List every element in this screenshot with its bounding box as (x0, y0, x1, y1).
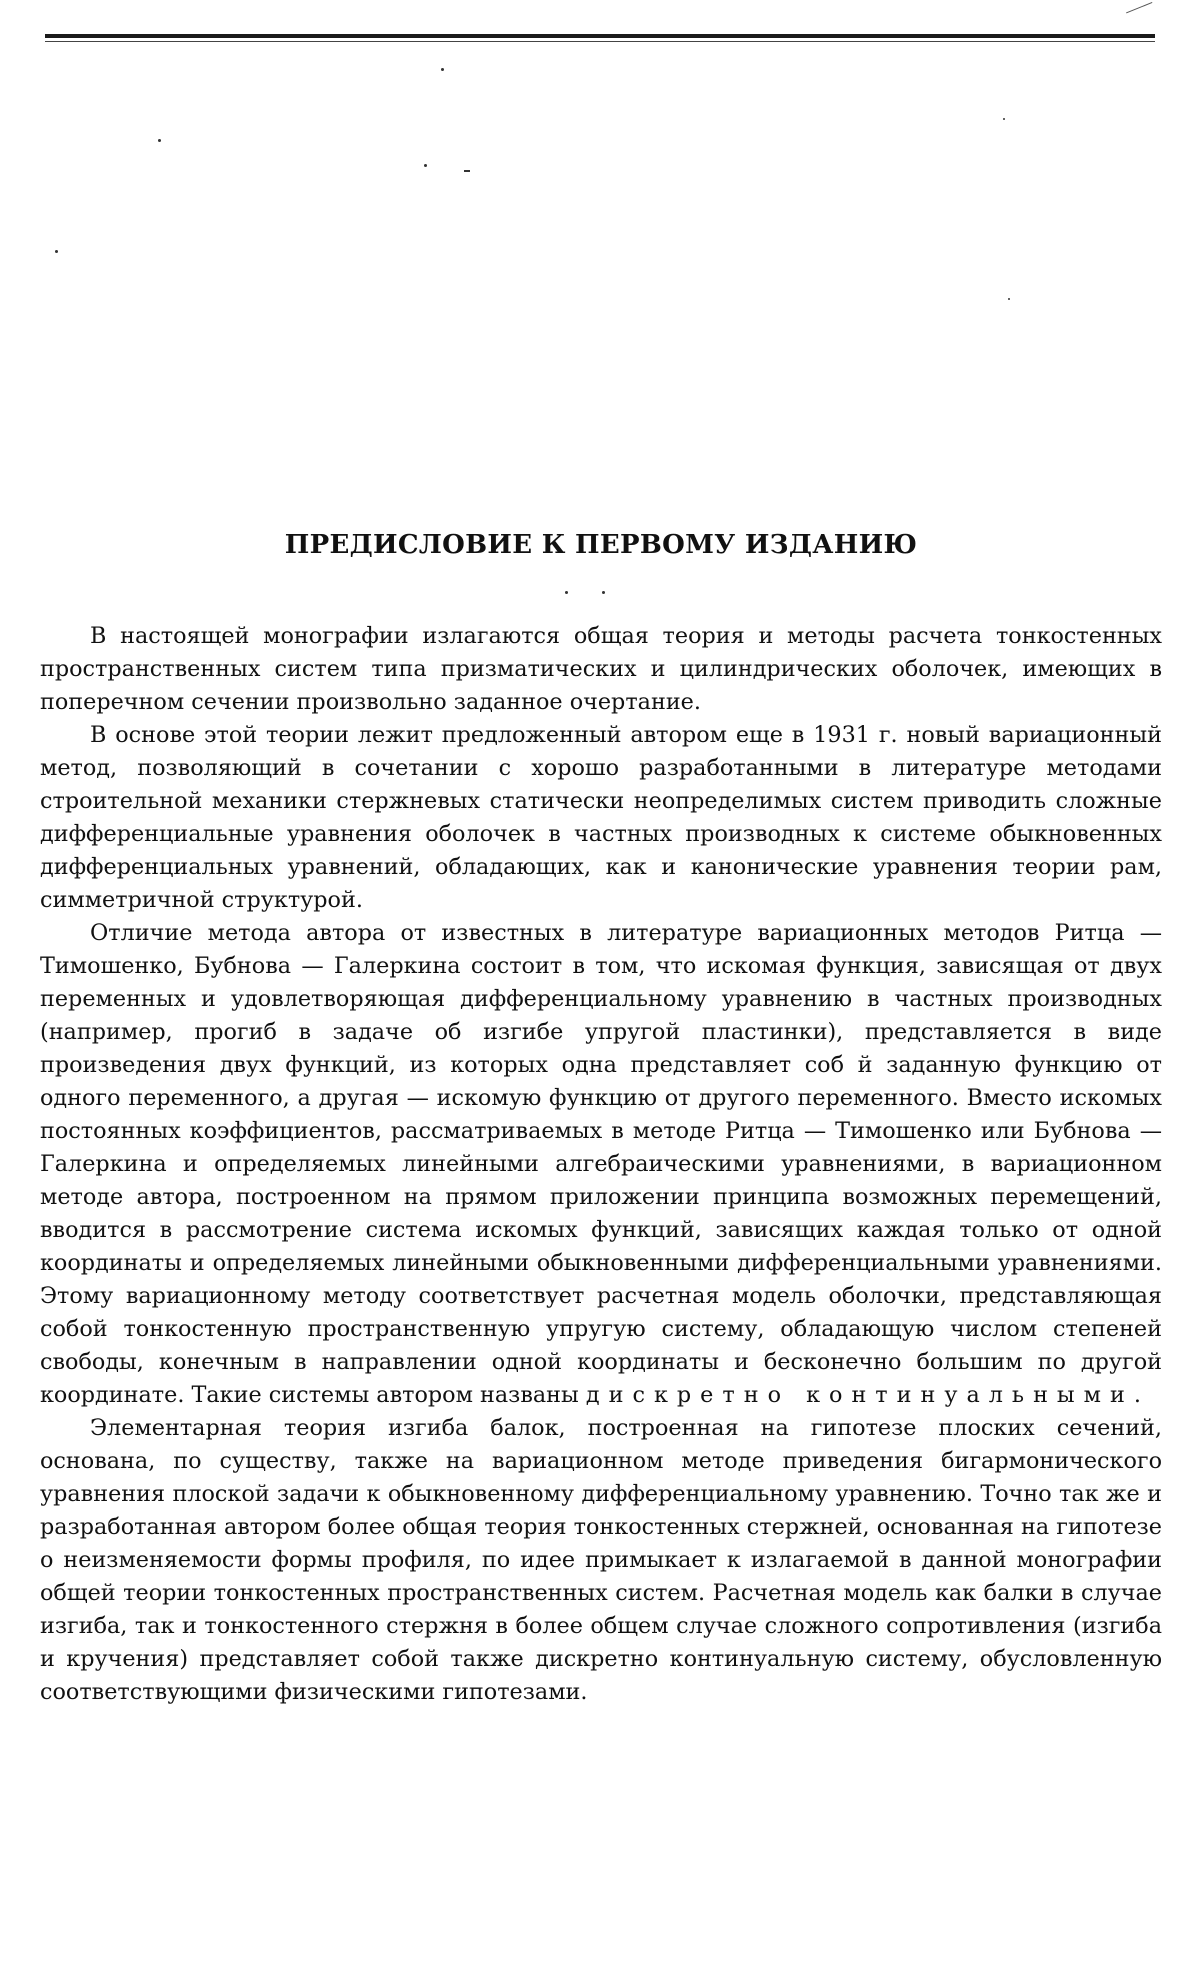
scan-speck (55, 250, 58, 253)
scan-speck (158, 139, 161, 142)
paragraph-1: В настоящей монографии излагаются общая теория и методы расчета тонкостенных пространственных систем типа призматических и цилиндрических оболочек, имеющих в поперечном сечении произвольно заданное очертание. (40, 623, 1162, 715)
paragraph-4: Элементарная теория изгиба балок, построенная на гипотезе плоских сечений, основана, по существу, также на вариационном методе приведения бигармонического уравнения плоской задачи к обыкновенному дифференциальному уравнению. Точно так же и разработанная автором более общая теория тонкостенных стержней, основанная на гипотезе о неизменяемости формы профиля, по идее примыкает к излагаемой в данной монографии общей теории тонкостенных пространственных систем. Расчетная модель как балки в случае изгиба, так и тонкостенного стержня в более общем случае сложного сопротивления (изгиба и кручения) представляет собой также дискретно континуальную систему, обусловленную соответствующими физическими гипотезами. (40, 1415, 1162, 1705)
header-rule-thin (45, 41, 1155, 42)
paragraph-3 (40, 917, 1162, 1412)
scan-speck (441, 68, 444, 71)
paragraph-3-text: Отличие метода автора от известных в литературе вариационных методов Ритца — Тимошенко, Бубнова — Галеркина состоит в том, что искомая функция, зависящая от двух переменных и удовлетворяющая дифференциальному уравнению в частных производных (например, прогиб в задаче об изгибе упругой пластинки), представляется в виде произведения двух функций, из которых одна представляет соб й заданную функцию от одного переменного, а другая — искомую функцию от другого переменного. Вместо искомых постоянных коэффициентов, рассматриваемых в методе Ритца — Тимошенко или Бубнова — Галеркина и определяемых линейными алгебраическими уравнениями, в вариационном методе автора, построенном на прямом приложении принципа возможных перемещений, вводится в рассмотрение система искомых функций, зависящих каждая только от одной координаты и определяемых линейными обыкновенными дифференциальными уравнениями. Этому вариационному методу соответствует расчетная модель оболочки, представляющая собой тонкостенную пространственную упругую систему, обладающую числом степеней свободы, конечным в направлении одной координаты и бесконечно большим по другой координате. Такие системы автором названы (40, 920, 1162, 1408)
scan-speck (1008, 298, 1010, 300)
scan-speck (1003, 118, 1005, 120)
preface-page (40, 528, 1162, 1709)
paragraph-2: В основе этой теории лежит предложенный автором еще в 1931 г. новый вариационный метод, позволяющий в сочетании с хорошо разработанными в литературе методами строительной механики стержневых статически неопределимых систем приводить сложные дифференциальные уравнения оболочек в частных производных к системе обыкновенных дифференциальных уравнений, обладающих, как и канонические уравнения теории рам, симметричной структурой. (40, 722, 1162, 913)
paragraph-3-emphasis: дискретно континуальными. (585, 1382, 1150, 1408)
scan-speck (464, 170, 470, 172)
preface-heading: ПРЕДИСЛОВИЕ К ПЕРВОМУ ИЗДАНИЮ (284, 530, 918, 560)
header-rule (45, 34, 1155, 38)
scan-speck (424, 164, 427, 167)
corner-pen-mark (1126, 2, 1158, 26)
